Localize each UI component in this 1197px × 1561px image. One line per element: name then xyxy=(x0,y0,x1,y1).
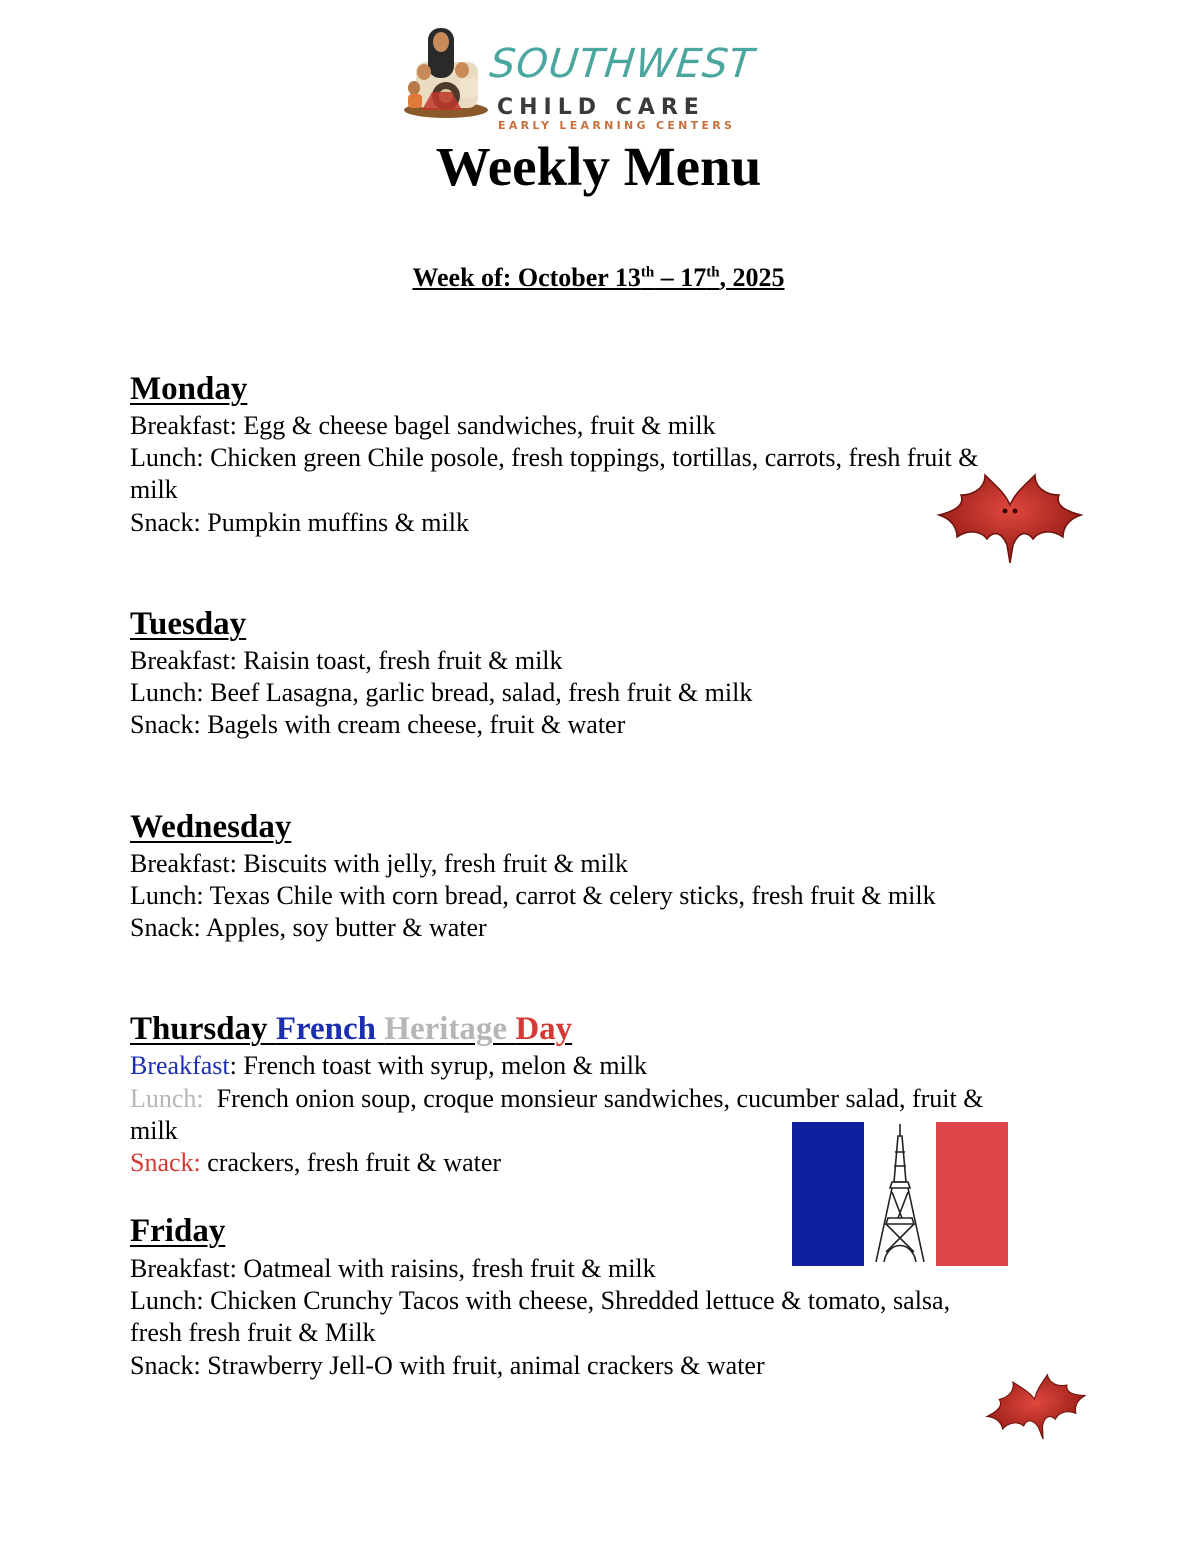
week-mid: – 17 xyxy=(654,263,707,292)
day-heading-wednesday: Wednesday xyxy=(130,809,292,845)
logo-text-child-care: CHILD CARE xyxy=(497,95,705,120)
wednesday-lunch: Lunch: Texas Chile with corn bread, carrot & celery sticks, fresh fruit & milk xyxy=(130,881,936,910)
theme-day: Day xyxy=(515,1011,573,1047)
monday-lunch: Lunch: Chicken green Chile posole, fresh toppings, tortillas, carrots, fresh fruit & xyxy=(130,443,979,472)
day-heading-monday: Monday xyxy=(130,371,248,407)
thursday-breakfast xyxy=(130,1050,647,1082)
thursday-snack-label: Snack: xyxy=(130,1148,201,1177)
week-suffix: , 2025 xyxy=(719,263,785,292)
friday-lunch: Lunch: Chicken Crunchy Tacos with cheese, Shredded lettuce & tomato, salsa, xyxy=(130,1286,951,1315)
day-heading-thursday xyxy=(130,1010,572,1048)
friday-lunch-cont: fresh fresh fruit & Milk xyxy=(130,1318,376,1347)
thursday-snack xyxy=(130,1147,501,1179)
french-flag-eiffel-tower-icon xyxy=(792,1122,1008,1266)
wednesday-snack: Snack: Apples, soy butter & water xyxy=(130,913,487,942)
week-sup-1: th xyxy=(640,264,655,281)
logo-text-tagline: EARLY LEARNING CENTERS xyxy=(498,119,736,132)
theme-heritage: Heritage xyxy=(384,1011,508,1047)
tuesday-snack: Snack: Bagels with cream cheese, fruit & water xyxy=(130,710,626,739)
page-title: Weekly Menu xyxy=(435,136,762,197)
thursday-lunch-cont: milk xyxy=(130,1116,178,1145)
thursday-snack-text: crackers, fresh fruit & water xyxy=(200,1148,502,1177)
day-heading-friday: Friday xyxy=(130,1213,226,1249)
bat-icon xyxy=(983,1370,1089,1442)
week-prefix: Week of: October 13 xyxy=(412,263,641,292)
logo-text-southwest: SOUTHWEST xyxy=(487,41,757,87)
thursday-lunch xyxy=(130,1083,983,1115)
monday-snack: Snack: Pumpkin muffins & milk xyxy=(130,508,469,537)
thursday-breakfast-label: Breakfast xyxy=(130,1051,230,1080)
monday-breakfast: Breakfast: Egg & cheese bagel sandwiches, fruit & milk xyxy=(130,411,716,440)
friday-snack: Snack: Strawberry Jell-O with fruit, animal crackers & water xyxy=(130,1351,765,1380)
week-sup-2: th xyxy=(706,264,720,281)
thursday-lunch-text: French onion soup, croque monsieur sandwiches, cucumber salad, fruit & xyxy=(216,1084,984,1113)
week-of-heading xyxy=(0,262,1197,294)
friday-breakfast: Breakfast: Oatmeal with raisins, fresh fruit & milk xyxy=(130,1254,656,1283)
wednesday-breakfast: Breakfast: Biscuits with jelly, fresh fruit & milk xyxy=(130,849,629,878)
thursday-lunch-label: Lunch: xyxy=(130,1084,204,1113)
thursday-label: Thursday xyxy=(130,1011,268,1047)
tuesday-breakfast: Breakfast: Raisin toast, fresh fruit & milk xyxy=(130,646,563,675)
day-heading-tuesday: Tuesday xyxy=(130,606,247,642)
monday-lunch-cont: milk xyxy=(130,475,178,504)
bat-icon xyxy=(935,465,1085,565)
thursday-breakfast-text: : French toast with syrup, melon & milk xyxy=(229,1051,648,1080)
theme-french: French xyxy=(275,1011,377,1047)
tuesday-lunch: Lunch: Beef Lasagna, garlic bread, salad, fresh fruit & milk xyxy=(130,678,753,707)
southwest-child-care-logo xyxy=(402,22,772,132)
child-care-figures-icon xyxy=(402,22,488,118)
